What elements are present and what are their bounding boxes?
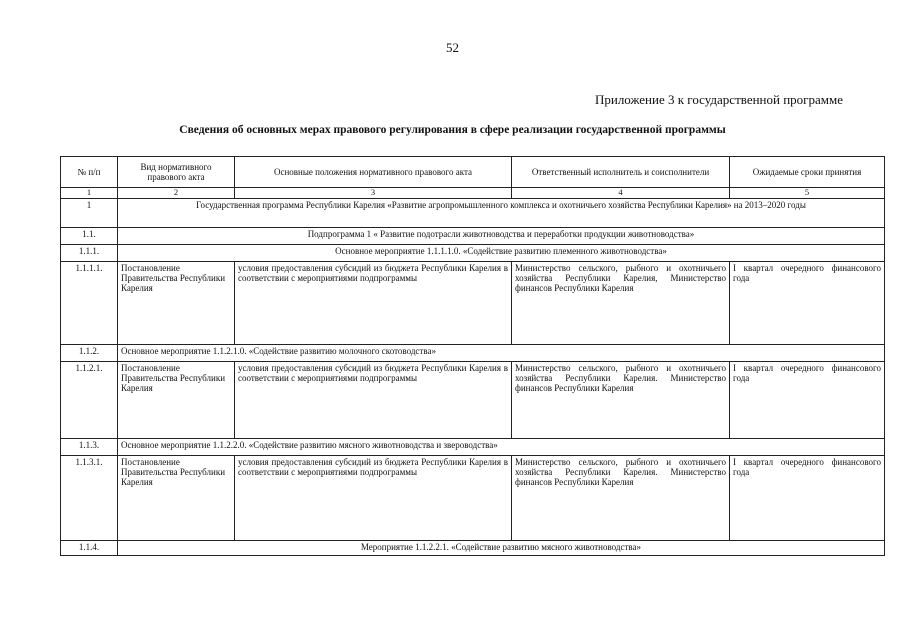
main-activity-title: Основное мероприятие 1.1.2.2.0. «Содействие развитию мясного животноводства и звероводства»	[118, 438, 885, 455]
document-title: Сведения об основных мерах правового регулирования в сфере реализации государственной программы	[179, 124, 726, 136]
row-number: 1.1.2.1.	[61, 361, 118, 438]
column-numbers-row	[61, 188, 885, 199]
row-number: 1.1.1.1.	[61, 261, 118, 344]
header-cell-deadline: Ожидаемые сроки принятия	[730, 157, 885, 188]
executor-cell: Министерство сельского, рыбного и охотничьего хозяйства Республики Карелия. Министерство финансов Республики Карелия	[512, 361, 730, 438]
act-type-cell: Постановление Правительства Республики Карелия	[118, 361, 235, 438]
main-activity-row	[61, 438, 885, 455]
activity-title: Мероприятие 1.1.2.2.1. «Содействие развитию мясного животноводства»	[118, 540, 885, 555]
table-row	[61, 361, 885, 438]
executor-cell: Министерство сельского, рыбного и охотничьего хозяйства Республики Карелия. Министерство финансов Республики Карелия	[512, 455, 730, 540]
deadline-cell: I квартал очередного финансового года	[730, 261, 885, 344]
row-number: 1.1.3.1.	[61, 455, 118, 540]
main-activity-title: Основное мероприятие 1.1.1.1.0. «Содействие развитию племенного животноводства»	[118, 244, 885, 261]
header-cell-executor: Ответственный исполнитель и соисполнители	[512, 157, 730, 188]
row-number: 1.1.3.	[61, 438, 118, 455]
table-row	[61, 455, 885, 540]
header-cell-provisions: Основные положения нормативного правового акта	[235, 157, 512, 188]
row-number: 1.1.	[61, 227, 118, 244]
column-number: 1	[61, 188, 118, 199]
activity-row	[61, 540, 885, 555]
main-activity-row	[61, 344, 885, 361]
deadline-cell: I квартал очередного финансового года	[730, 455, 885, 540]
executor-cell: Министерство сельского, рыбного и охотничьего хозяйства Республики Карелия, Министерство финансов Республики Карелия	[512, 261, 730, 344]
row-number: 1.1.4.	[61, 540, 118, 555]
act-type-cell: Постановление Правительства Республики Карелия	[118, 261, 235, 344]
deadline-cell: I квартал очередного финансового года	[730, 361, 885, 438]
appendix-caption: Приложение 3 к государственной программе	[594, 92, 843, 107]
row-number: 1	[61, 198, 118, 227]
column-number: 3	[235, 188, 512, 199]
provisions-cell: условия предоставления субсидий из бюджета Республики Карелия в соответствии с мероприятиями подпрограммы	[235, 455, 512, 540]
column-number: 2	[118, 188, 235, 199]
subprogram-row	[61, 227, 885, 244]
column-number: 4	[512, 188, 730, 199]
provisions-cell: условия предоставления субсидий из бюджета Республики Карелия в соответствии с мероприятиями подпрограммы	[235, 261, 512, 344]
table-header-row	[61, 157, 885, 188]
program-row	[61, 198, 885, 227]
page-number: 52	[446, 40, 459, 55]
act-type-cell: Постановление Правительства Республики Карелия	[118, 455, 235, 540]
header-cell-act-type: Вид нормативного правового акта	[118, 157, 235, 188]
row-number: 1.1.1.	[61, 244, 118, 261]
header-cell-number: № п/п	[61, 157, 118, 188]
program-title: Государственная программа Республики Карелия «Развитие агропромышленного комплекса и охотничьего хозяйства Республики Карелия» на 2013–2020 годы	[118, 198, 885, 227]
row-number: 1.1.2.	[61, 344, 118, 361]
provisions-cell: условия предоставления субсидий из бюджета Республики Карелия в соответствии с мероприятиями подпрограммы	[235, 361, 512, 438]
subprogram-title: Подпрограмма 1 « Развитие подотрасли животноводства и переработки продукции животноводства»	[118, 227, 885, 244]
main-activity-title: Основное мероприятие 1.1.2.1.0. «Содействие развитию молочного скотоводства»	[118, 344, 885, 361]
table-row	[61, 261, 885, 344]
main-activity-row	[61, 244, 885, 261]
legal-measures-table	[60, 156, 885, 556]
column-number: 5	[730, 188, 885, 199]
